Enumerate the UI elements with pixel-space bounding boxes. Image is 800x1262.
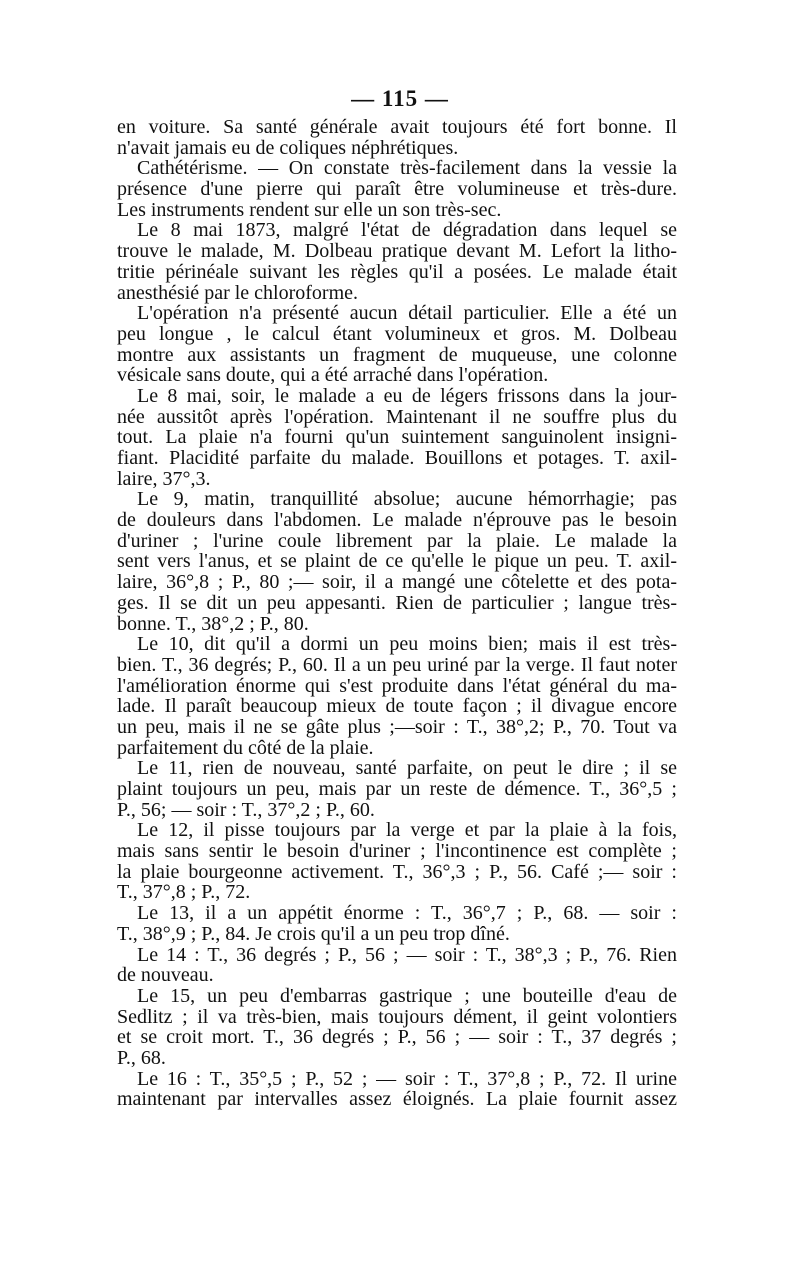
text-line: ges. Il se dit un peu appesanti. Rien de particulier ; langue très- [117,591,677,614]
text-line: de douleurs dans l'abdomen. Le malade n'éprouve pas le besoin [117,509,677,532]
text-line: en voiture. Sa santé générale avait toujours été fort bonne. Il [117,116,677,138]
body-text [117,117,677,1110]
text-line: laire, 36°,8 ; P., 80 ;— soir, il a mangé une côtelette et des pota- [117,571,677,594]
text-line: la plaie bourgeonne activement. T., 36°,3 ; P., 56. Café ;— soir : [117,860,677,883]
text-line: Le 13, il a un appétit énorme : T., 36°,7 ; P., 68. — soir : [137,902,677,925]
text-line: anesthésié par le chloroforme. [117,281,359,304]
text-line: P., 68. [117,1046,166,1069]
text-line: Sedlitz ; il va très-bien, mais toujours dément, il geint volontiers [117,1005,677,1028]
text-line: maintenant par intervalles assez éloignés. La plaie fournit assez [117,1088,677,1111]
text-line: née aussitôt après l'opération. Maintenant il ne souffre plus du [117,405,677,428]
text-line: Les instruments rendent sur elle un son très-sec. [117,198,502,221]
text-line: l'amélioration énorme qui s'est produite dans l'état général du ma- [117,674,677,697]
text-line: Le 10, dit qu'il a dormi un peu moins bien; mais il est très- [137,633,677,656]
text-line: n'avait jamais eu de coliques néphrétiques. [117,136,459,159]
text-line: Le 15, un peu d'embarras gastrique ; une bouteille d'eau de [137,984,677,1007]
text-line: un peu, mais il ne se gâte plus ;—soir : T., 38°,2; P., 70. Tout va [117,715,677,738]
text-line: mais sans sentir le besoin d'uriner ; l'incontinence est complète ; [117,840,677,863]
text-line: Le 12, il pisse toujours par la verge et par la plaie à la fois, [137,819,677,842]
text-line: fiant. Placidité parfaite du malade. Bouillons et potages. T. axil- [117,447,677,469]
text-line: tritie périnéale suivant les règles qu'il a posées. Le malade était [117,260,677,283]
text-line: bien. T., 36 degrés; P., 60. Il a un peu uriné par la verge. Il faut noter [117,653,677,676]
text-line: Le 8 mai, soir, le malade a eu de légers frissons dans la jour- [137,384,677,407]
text-line: peu longue , le calcul étant volumineux et gros. M. Dolbeau [117,322,677,345]
text-line: de nouveau. [117,964,214,987]
text-line: montre aux assistants un fragment de muqueuse, une colonne [117,343,677,366]
text-line: lade. Il paraît beaucoup mieux de toute façon ; il divague encore [117,695,677,718]
text-line: T., 38°,9 ; P., 84. Je crois qu'il a un peu trop dîné. [117,922,510,945]
text-line: présence d'une pierre qui paraît être volumineuse et très-dure. [117,178,677,201]
text-line: tout. La plaie n'a fourni qu'un suintement sanguinolent insigni- [117,426,677,449]
text-line: L'opération n'a présenté aucun détail particulier. Elle a été un [137,302,677,325]
page-number: — 115 — [351,86,449,111]
text-line: parfaitement du côté de la plaie. [117,736,374,759]
text-line: T., 37°,8 ; P., 72. [117,881,251,904]
text-line: P., 56; — soir : T., 37°,2 ; P., 60. [117,798,375,821]
text-line: et se croit mort. T., 36 degrés ; P., 56 ; — soir : T., 37 degrés ; [117,1026,677,1049]
text-line: bonne. T., 38°,2 ; P., 80. [117,612,309,635]
text-line: Le 16 : T., 35°,5 ; P., 52 ; — soir : T., 37°,8 ; P., 72. Il urine [137,1067,677,1090]
text-line: Le 14 : T., 36 degrés ; P., 56 ; — soir : T., 38°,3 ; P., 76. Rien [137,943,677,966]
text-line: sent vers l'anus, et se plaint de ce qu'elle le pique un peu. T. axil- [117,550,677,573]
text-line: Le 9, matin, tranquillité absolue; aucune hémorrhagie; pas [137,488,677,511]
text-line: Cathétérisme. — On constate très-facilement dans la vessie la [137,157,677,180]
text-line: vésicale sans doute, qui a été arraché dans l'opération. [117,364,549,387]
text-line: plaint toujours un peu, mais par un reste de démence. T., 36°,5 ; [117,778,677,800]
text-line: Le 11, rien de nouveau, santé parfaite, on peut le dire ; il se [137,757,677,780]
text-line: d'uriner ; l'urine coule librement par la plaie. Le malade la [117,529,677,552]
text-line: laire, 37°,3. [117,467,211,490]
text-line: Le 8 mai 1873, malgré l'état de dégradation dans lequel se [137,219,677,242]
text-line: trouve le malade, M. Dolbeau pratique devant M. Lefort la litho- [117,240,677,263]
